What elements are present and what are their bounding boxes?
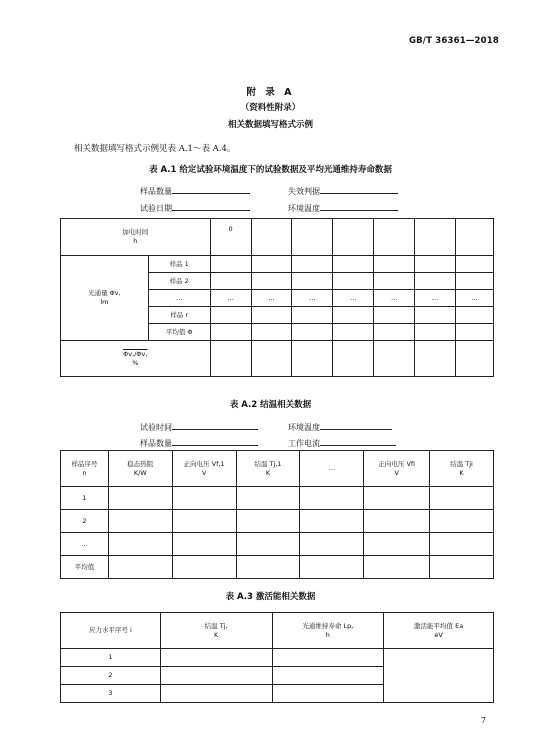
sample-ellipsis: …	[148, 290, 210, 307]
field-ambient-temp: 环境温度	[288, 201, 398, 214]
row-label: 2	[61, 667, 161, 685]
ratio-header: Φv,/Φv, %	[61, 341, 211, 377]
col-ellipsis: …	[300, 451, 364, 487]
time-zero: 0	[210, 219, 251, 256]
flux-header: 光通量 Φv, lm	[61, 256, 149, 341]
table-a3	[60, 612, 494, 703]
col-junction-temp-i: 结温 Tji K	[430, 451, 494, 487]
standard-number: GB/T 36361—2018	[408, 36, 499, 46]
appendix-type: （资料性附录）	[240, 103, 301, 113]
col-forward-voltage-i: 正向电压 Vfi V	[364, 451, 430, 487]
sample-2: 样品 2	[148, 273, 210, 290]
col-activation-energy: 激活能平均值 Ea eV	[384, 613, 494, 649]
row-label: 1	[61, 649, 161, 667]
row-label-average: 平均值	[61, 556, 109, 579]
table-a1: 加电时间 h 0 光通量 Φv, lm 样品 1 样品 2 … … … … … … … … 样品 r 平均值 Φ Φv,/Φv, %	[60, 218, 494, 377]
col-forward-voltage-1: 正向电压 Vf,1 V	[172, 451, 236, 487]
row-label: 1	[61, 487, 109, 510]
col-junction-temp-1: 结温 Tj,1 K	[236, 451, 300, 487]
appendix-name: 相关数据填写格式示例	[227, 120, 313, 130]
col-sample-no: 样品序号 n	[61, 451, 109, 487]
field-failure-criterion: 失效判据	[288, 184, 398, 197]
col-thermal-resistance: 稳态热阻 K/W	[108, 451, 172, 487]
appendix-title: 附 录 A	[246, 87, 295, 98]
field-sample-count: 样品数量	[140, 184, 250, 197]
field-test-date: 试验日期	[140, 201, 250, 214]
table-a2	[60, 450, 494, 579]
field-operating-current: 工作电流	[288, 436, 396, 449]
time-header: 加电时间 h	[61, 219, 211, 256]
table3-caption: 表 A.3 激活能相关数据	[225, 592, 316, 602]
sample-r: 样品 r	[148, 307, 210, 324]
sample-1: 样品 1	[148, 256, 210, 273]
field-test-time: 试验时间	[140, 420, 258, 433]
table1-caption: 表 A.1 给定试验环境温度下的试验数据及平均光通维持寿命数据	[149, 165, 392, 175]
field-sample-count-2: 样品数量	[140, 436, 258, 449]
col-lumen-life: 光通维持寿命 Lp, h	[272, 613, 384, 649]
col-junction-temp: 结温 Tj, K	[160, 613, 272, 649]
sample-average: 平均值 Φ	[148, 324, 210, 341]
row-label: 2	[61, 510, 109, 533]
table2-caption: 表 A.2 结温相关数据	[229, 400, 312, 410]
page-number: 7	[480, 716, 486, 725]
intro-text: 相关数据填写格式示例见表 A.1～表 A.4。	[74, 144, 236, 154]
field-ambient-temp-2: 环境温度	[288, 420, 392, 433]
col-stress-level: 应力水平序号 i	[61, 613, 161, 649]
row-label: …	[61, 533, 109, 556]
row-label: 3	[61, 685, 161, 703]
